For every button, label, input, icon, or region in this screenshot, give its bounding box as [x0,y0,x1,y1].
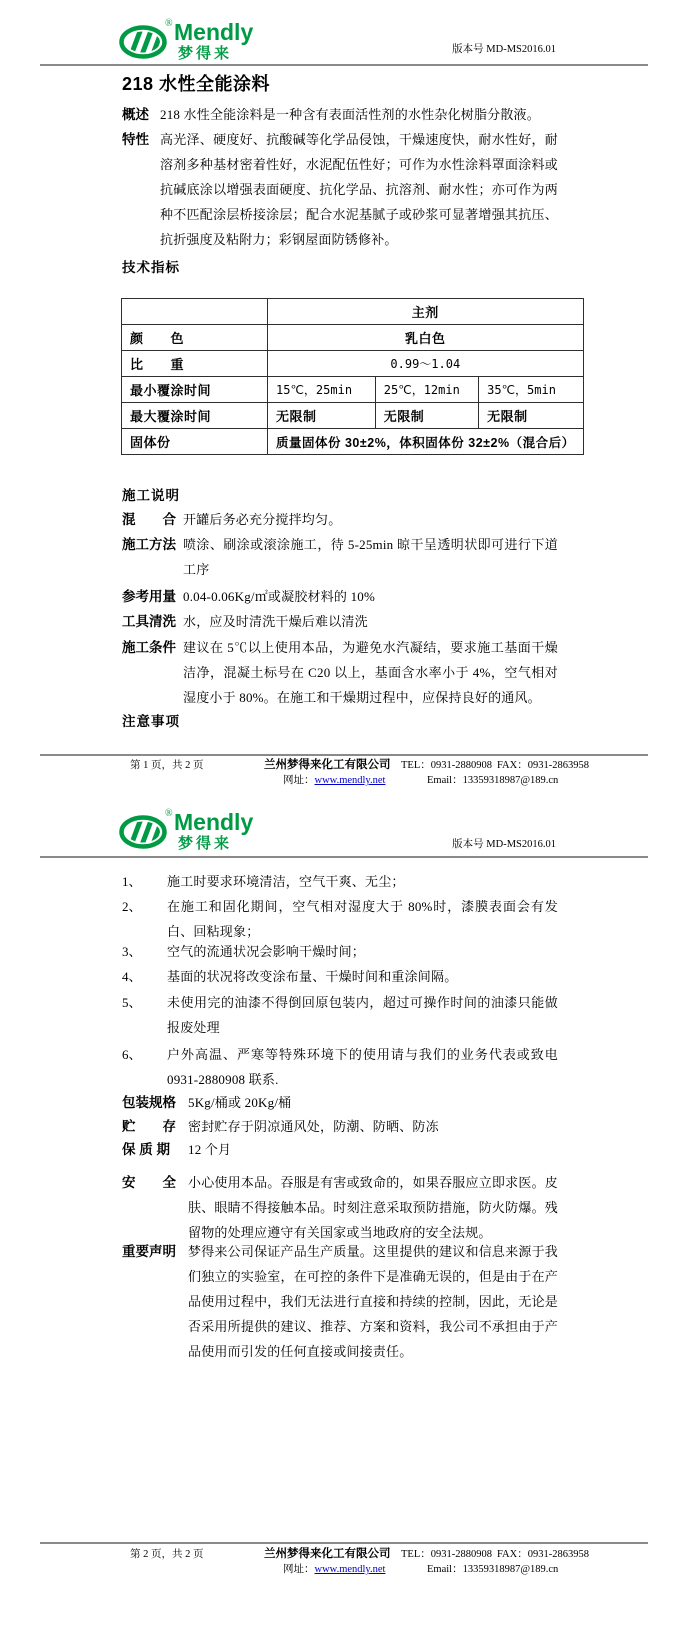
tool-clean-text: 水，应及时清洗干燥后难以清洗 [183,614,368,629]
declaration-label: 重要声明 [122,1244,176,1259]
footer-page-number: 第 2 页，共 2 页 [130,1549,204,1560]
note-text: 在施工和固化期间，空气相对湿度大于 80%时，漆膜表面会有发白、回粘现象； [167,899,558,939]
spec-corner-cell [122,299,268,325]
footer-email [427,772,558,787]
note-number: 6、 [122,1047,142,1062]
overview-row [122,102,558,127]
conditions-row [122,635,558,710]
version-label: 版本号 MD-MS2016.01 [452,839,556,850]
notes-heading: 注意事项 [122,714,180,729]
note-text: 基面的状况将改变涂布量、干燥时间和重涂间隔。 [167,969,458,984]
version-label: 版本号 MD-MS2016.01 [452,44,556,55]
conditions-label: 施工条件 [122,640,176,655]
safety-label: 安 全 [122,1175,176,1190]
header-divider [40,64,648,66]
mixing-text: 开罐后务必充分搅拌均匀。 [183,512,342,527]
spec-value-cell: 质量固体份 30±2%，体积固体份 32±2%（混合后） [268,429,584,455]
shelf-life-row [122,1137,558,1162]
spec-row-solids [122,429,584,455]
packaging-text: 5Kg/桶或 20Kg/桶 [188,1095,292,1110]
spec-label-cell: 颜 色 [122,325,268,351]
mendly-logo [118,14,258,64]
footer-website-label: 网址： [283,1564,315,1575]
declaration-row [122,1239,558,1364]
spec-label-cell: 最小覆涂时间 [122,377,268,403]
note-row-5 [122,990,558,1040]
safety-row [122,1170,558,1245]
footer-email-value: 13359318987@189.cn [462,775,559,786]
brand-wordmark-cn: 梦得来 [178,835,233,852]
storage-row [122,1114,558,1139]
product-title: 218 水性全能涂料 [122,74,271,94]
spec-value-cell: 15℃，25min [268,377,376,403]
declaration-text: 梦得来公司保证产品生产质量。这里提供的建议和信息来源于我们独立的实验室，在可控的条件下是准确无误的，但是由于在产品使用过程中，我们无法进行直接和持续的控制，因此，无论是否采用所提供的建议、推荐、方案和资料，我公司不承担由于产品使用而引发的任何直接或间接责任。 [188,1244,558,1359]
brand-wordmark: Mendly [174,19,254,45]
spec-label-cell: 固体份 [122,429,268,455]
spec-row-gravity [122,351,584,377]
dosage-text: 0.04-0.06Kg/㎡或凝胶材料的 10% [183,589,376,604]
note-number: 2、 [122,899,142,914]
footer-website [283,772,385,787]
spec-value-cell: 无限制 [479,403,583,429]
packaging-row [122,1090,558,1115]
footer-email [427,1561,558,1576]
note-text: 未使用完的油漆不得倒回原包装内，超过可操作时间的油漆只能做报废处理 [167,995,558,1035]
method-label: 施工方法 [122,537,176,552]
note-row-1 [122,869,558,894]
mixing-label: 混 合 [122,512,176,527]
note-text: 户外高温、严寒等特殊环境下的使用请与我们的业务代表或致电 0931-2880908 联系. [167,1047,558,1087]
safety-text: 小心使用本品。吞服是有害或致命的，如果吞服应立即求医。皮肤、眼睛不得接触本品。时刻注意采取预防措施，防火防爆。残留物的处理应遵守有关国家或当地政府的安全法规。 [188,1175,558,1240]
registered-mark-icon: ® [165,808,173,819]
spec-value-cell: 25℃，12min [375,377,478,403]
brand-wordmark: Mendly [174,809,254,835]
footer-tel: TEL：0931-2880908 [401,760,492,771]
note-number: 4、 [122,969,142,984]
shelf-life-label: 保 质 期 [122,1142,171,1157]
footer-email-value: 13359318987@189.cn [462,1564,559,1575]
footer-website-link[interactable]: www.mendly.net [314,775,386,786]
note-number: 5、 [122,995,142,1010]
overview-label: 概述 [122,107,149,122]
features-text: 高光泽、硬度好、抗酸碱等化学品侵蚀，干燥速度快，耐水性好，耐溶剂多种基材密着性好，水泥配伍性好；可作为水性涂料罩面涂料或抗碱底涂以增强表面硬度、抗化学品、抗溶剂、耐水性；亦可作为两种不匹配涂层桥接涂层；配合水泥基腻子或砂浆可显著增强其抗压、抗折强度及粘附力；彩钢屋面防锈修补。 [160,132,558,247]
spec-row-header [122,299,584,325]
spec-label-cell: 最大覆涂时间 [122,403,268,429]
spec-value-cell: 无限制 [375,403,478,429]
features-label: 特性 [122,132,149,147]
note-text: 施工时要求环境清洁，空气干爽、无尘； [167,874,405,889]
spec-row-min-recoat [122,377,584,403]
mendly-logo [118,804,258,854]
dosage-label: 参考用量 [122,589,176,604]
spec-main-agent-cell: 主剂 [268,299,584,325]
construction-heading: 施工说明 [122,488,180,503]
storage-label: 贮 存 [122,1119,176,1134]
note-row-3 [122,939,558,964]
spec-table [121,298,584,455]
method-text: 喷涂、刷涂或滚涂施工，待 5-25min 晾干呈透明状即可进行下道工序 [183,537,558,577]
footer-email-label: Email： [427,1564,463,1575]
tool-clean-row [122,609,558,634]
mixing-row [122,507,558,532]
note-row-2 [122,894,558,944]
method-row [122,532,558,582]
overview-text: 218 水性全能涂料是一种含有表面活性剂的水性杂化树脂分散液。 [160,107,540,122]
footer-website-link[interactable]: www.mendly.net [314,1564,386,1575]
spec-value-cell: 0.99～1.04 [268,351,584,377]
footer-tel: TEL：0931-2880908 [401,1549,492,1560]
note-row-6 [122,1042,558,1092]
shelf-life-text: 12 个月 [188,1142,232,1157]
tech-specs-heading: 技术指标 [122,260,180,275]
spec-value-cell: 乳白色 [268,325,584,351]
footer-page-number: 第 1 页，共 2 页 [130,760,204,771]
registered-mark-icon: ® [165,18,173,29]
footer-divider [40,1542,648,1544]
header-divider [40,856,648,858]
brand-wordmark-cn: 梦得来 [178,45,233,62]
spec-row-color [122,325,584,351]
note-row-4 [122,964,558,989]
note-number: 3、 [122,944,142,959]
footer-website [283,1561,385,1576]
features-row [122,127,558,252]
dosage-row [122,584,558,609]
footer-fax: FAX：0931-2863958 [497,1549,589,1560]
packaging-label: 包装规格 [122,1095,176,1110]
footer-email-label: Email： [427,775,463,786]
spec-label-cell: 比 重 [122,351,268,377]
spec-value-cell: 35℃，5min [479,377,583,403]
footer-company-name: 兰州梦得来化工有限公司 [264,1548,391,1560]
note-number: 1、 [122,874,142,889]
spec-row-max-recoat [122,403,584,429]
note-text: 空气的流通状况会影响干燥时间； [167,944,366,959]
footer-website-label: 网址： [283,775,315,786]
storage-text: 密封贮存于阴凉通风处，防潮、防晒、防冻 [188,1119,439,1134]
footer-fax: FAX：0931-2863958 [497,760,589,771]
spec-value-cell: 无限制 [268,403,376,429]
footer-company-name: 兰州梦得来化工有限公司 [264,759,391,771]
tool-clean-label: 工具清洗 [122,614,176,629]
conditions-text: 建议在 5℃以上使用本品，为避免水汽凝结，要求施工基面干燥洁净，混凝土标号在 C20 以上，基面含水率小于 4%，空气相对湿度小于 80%。在施工和干燥期过程中，应保持良好的通风。 [183,640,558,705]
